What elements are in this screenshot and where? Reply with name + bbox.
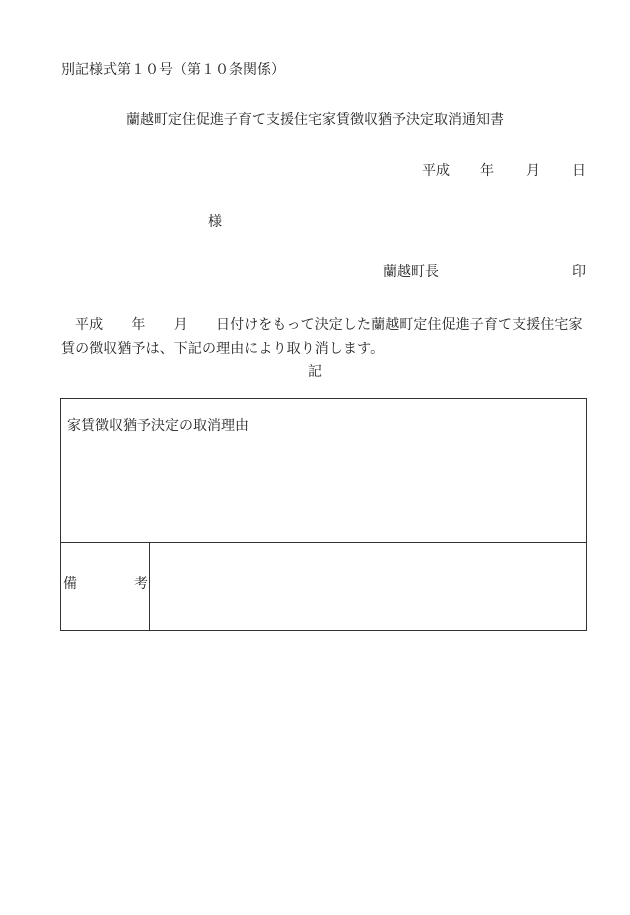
notice-body-text: 平成 年 月 日付けをもって決定した蘭越町定住促進子育て支援住宅家賃の徴収猶予は、下記の理由により取り消します。 — [61, 317, 583, 357]
cancellation-reason-cell — [61, 399, 586, 543]
cancellation-reason-label: 家賃徴収猶予決定の取消理由 — [67, 418, 249, 434]
form-number: 別記様式第１０号（第１０条関係） — [61, 62, 285, 78]
remarks-label — [63, 573, 148, 593]
date-era: 平成 — [422, 163, 450, 179]
remarks-label-left: 備 — [63, 576, 77, 592]
issuer-name: 蘭越町長 — [383, 264, 439, 280]
seal-mark: 印 — [572, 264, 586, 280]
remarks-value-cell — [150, 543, 586, 630]
document-title: 蘭越町定住促進子育て支援住宅家賃徴収猶予決定取消通知書 — [126, 112, 504, 128]
issue-date-line — [422, 162, 586, 180]
remarks-label-cell — [61, 543, 150, 630]
date-year-unit: 年 — [480, 163, 494, 179]
recipient-suffix: 様 — [208, 214, 222, 230]
date-month-unit: 月 — [526, 163, 540, 179]
notice-form-table — [60, 398, 587, 631]
ki-heading: 記 — [308, 364, 322, 380]
remarks-label-right: 考 — [134, 576, 148, 592]
date-day-unit: 日 — [572, 163, 586, 179]
